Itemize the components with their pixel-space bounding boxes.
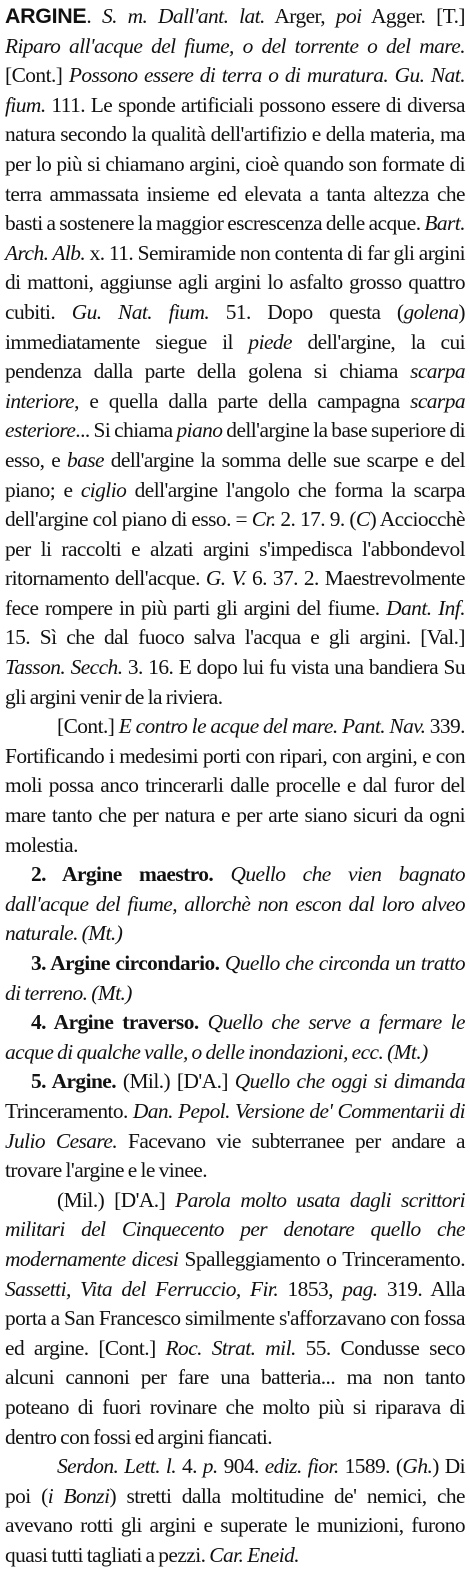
italic-text: Quello che serve a fermare le acque di qualche valle, o delle inondazioni, ecc. (Mt.) [5, 1010, 465, 1064]
body-text: Spalleggiamento o Trinceramento. [178, 1246, 465, 1271]
body-text: . [86, 4, 102, 28]
italic-text: Roc. Strat. mil. [165, 1335, 296, 1360]
body-text: 51. Dopo questa ( [209, 299, 404, 324]
body-text: x. 11. Semiramide non contenta di far gli argini di mattoni, aggiunse agli argini lo asfalto grosso quattro cubiti. [5, 240, 465, 324]
italic-text: Parola molto usata dagli scrittori militari del Cinquecento per denotare quello che modernamente dicesi [5, 1187, 465, 1271]
entry-paragraph [5, 1008, 465, 1067]
italic-text: poi [335, 4, 362, 28]
entry-paragraph [5, 1452, 465, 1570]
italic-text: Dant. Inf. [386, 595, 465, 620]
sense-label: 2. Argine maestro. [31, 862, 214, 887]
body-text: 15. Sì che dal fuoco salva l'acqua e gli argini. [Val.] [5, 625, 465, 650]
italic-text: golena [403, 299, 459, 324]
italic-text: Riparo all'acque del fiume, o del torrente o del mare. [5, 33, 465, 58]
italic-text: p. [202, 1454, 218, 1479]
italic-text: piano [176, 418, 223, 443]
italic-text: Possono essere di terra o di muratura. Gu. Nat. fium. [5, 63, 465, 117]
body-text: [Cont.] [57, 714, 119, 739]
body-text: Facevano vie subterranee per andare a trovare l'argine e le vinee. [5, 1128, 465, 1183]
entry-paragraph [5, 1067, 465, 1185]
body-text: ... Si chiama [75, 418, 177, 443]
italic-text: Tasson. Secch. [5, 655, 123, 680]
italic-text: Gh. [402, 1454, 433, 1479]
italic-text: pag. [342, 1276, 378, 1301]
italic-text: Quello che oggi si dimanda [234, 1069, 466, 1094]
body-text: 339. Fortificando i medesimi porti con ripari, con argini, e con moli possa anco trincerarli dalle procelle e dal furor del mare tanto che per natura e per arte siano sicuri da ogni molestia. [5, 714, 465, 857]
entry-paragraph [5, 949, 465, 1008]
body-text: (Mil.) [D'A.] [57, 1187, 176, 1212]
body-text: ) Acciocchè per li raccolti e alzati argini s'impedisca l'abbondevol ritornamento dell'acque. [5, 507, 465, 591]
body-text: dell'argine la base superiore di esso, e [5, 418, 465, 472]
entry-paragraph [5, 860, 465, 949]
body-text [213, 862, 230, 886]
italic-text: S. m. Dall'ant. lat. [101, 4, 265, 28]
body-text: 319. Alla porta a San Francesco similmente s'afforzavano con fossa ed argine. [Cont.] [5, 1276, 465, 1360]
italic-text: Sassetti, Vita del Ferruccio, Fir. [5, 1276, 279, 1301]
italic-text: G. V. [205, 566, 247, 591]
italic-text: Serdon. Lett. l. [57, 1454, 177, 1479]
body-text: , e quella dalla parte della campagna [74, 388, 411, 413]
body-text: [Cont.] [5, 63, 69, 88]
italic-text: Car. Eneid. [209, 1542, 300, 1567]
italic-text: ediz. fior. [264, 1454, 339, 1479]
italic-text: E contro le acque del mare. Pant. Nav. [118, 714, 426, 739]
body-text: 904. [217, 1454, 265, 1479]
sense-label: 3. Argine circondario. [31, 951, 220, 975]
body-text: Agger. [T.] [361, 4, 465, 28]
italic-text: Bart. Arch. Alb. [5, 211, 465, 265]
body-text: ) immediatamente siegue il [5, 299, 465, 354]
body-text [199, 1010, 208, 1034]
italic-text: Cr. [251, 507, 276, 532]
body-text: 55. Condusse seco alcuni cannoni per fare una batteria... ma non tanto poteano di fuori rovinare che molto più si riparava di dentro con fossi ed argini fiancati. [5, 1335, 465, 1449]
headword: ARGINE [5, 4, 87, 28]
body-text: Arger, [264, 4, 336, 28]
italic-text: scarpa esteriore [5, 388, 465, 443]
italic-text: Dan. Pepol. Versione de' Commentarii di Julio Cesare. [5, 1098, 466, 1153]
body-text: 1853, [278, 1276, 343, 1301]
body-text: 6. 37. 2. Maestrevolmente fece rompere in più parti gli argini del fiume. [5, 566, 465, 620]
sense-label: 4. Argine traverso. [31, 1010, 199, 1035]
sense-label: 5. Argine. [31, 1069, 117, 1094]
body-text: 1589. ( [338, 1454, 403, 1479]
body-text: (Mil.) [D'A.] [116, 1069, 235, 1094]
italic-text: piede [248, 329, 292, 354]
italic-text: Quello che circonda un tratto di terreno. (Mt.) [5, 951, 465, 1005]
italic-text: C [355, 507, 370, 532]
entry-paragraph [5, 1186, 465, 1452]
body-text: dell'argine, la cui pendenza dalla parte della golena si chiama [5, 329, 465, 384]
body-text: ) stretti dalla moltitudine de' nemici, che avevano rotti gli argini e superate le munizioni, furono quasi tutti tagliati a pezzi. [5, 1483, 465, 1567]
body-text: 4. [176, 1454, 203, 1479]
italic-text: scarpa interiore [5, 359, 465, 413]
body-text: 111. Le sponde artificiali possono essere di diversa natura secondo la qualità dell'artifizio e della materia, ma per lo più si chiamano argini, cioè quando son formate di terra ammassata insieme ed elevata a tanta altezza che basti a sostenere la maggior escrescenza delle acque. [5, 92, 465, 236]
italic-text: Quello che vien bagnato dall'acque del fiume, allorchè non escon dal loro alveo naturale. (Mt.) [5, 862, 465, 946]
italic-text: ciglio [80, 477, 127, 502]
body-text: 3. 16. E dopo lui fu vista una bandiera Su gli argini venir de la riviera. [5, 655, 465, 709]
body-text: 2. 17. 9. ( [275, 507, 356, 532]
body-text: ) Di poi ( [5, 1454, 465, 1508]
italic-text: Gu. Nat. fium. [71, 299, 210, 324]
entry-paragraph-main [5, 2, 465, 712]
italic-text: i Bonzi [47, 1483, 110, 1508]
body-text: dell'argine la somma delle sue scarpe e del piano; e [5, 447, 465, 502]
entry-paragraph [5, 712, 465, 860]
body-text: Trinceramento. [5, 1098, 133, 1123]
italic-text: base [66, 447, 104, 472]
body-text: dell'argine l'angolo che forma la scarpa dell'argine col piano di esso. = [5, 477, 465, 532]
